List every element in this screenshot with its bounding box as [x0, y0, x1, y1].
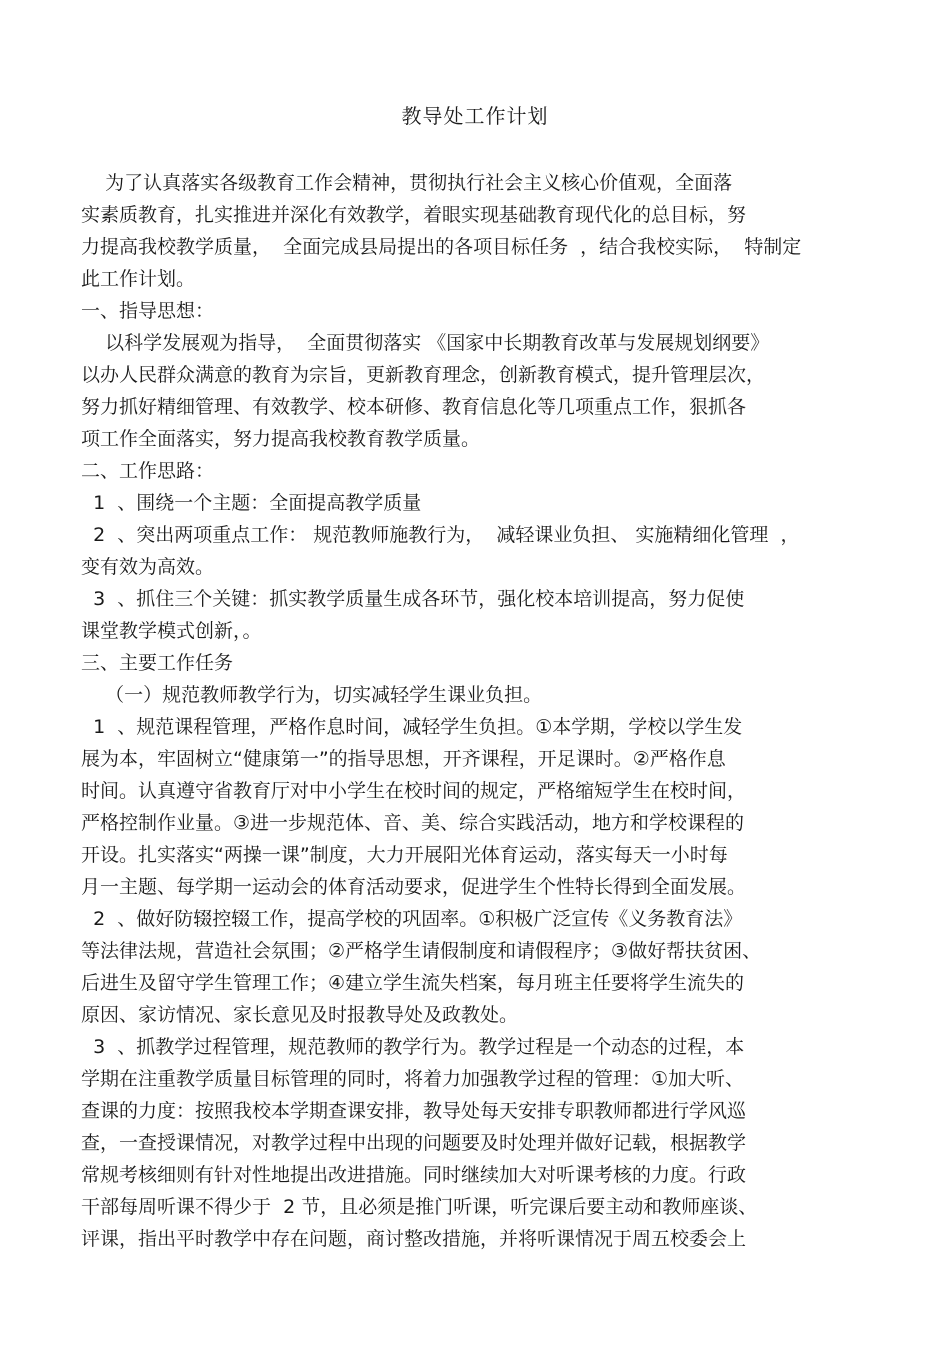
- body-line: 1 、规范课程管理，严格作息时间，减轻学生负担。①本学期，学校以学生发: [81, 716, 743, 738]
- subsection-heading: （一）规范教师教学行为，切实减轻学生课业负担。: [81, 684, 543, 706]
- body-line: 查课的力度：按照我校本学期查课安排，教导处每天安排专职教师都进行学风巡: [81, 1100, 747, 1122]
- body-line: 学期在注重教学质量目标管理的同时，将着力加强教学过程的管理：①加大听、: [81, 1068, 745, 1090]
- body-line: 1 、围绕一个主题：全面提高教学质量: [81, 492, 422, 514]
- body-line: 力提高我校教学质量， 全面完成县局提出的各项目标任务 ，结合我校实际， 特制定: [81, 236, 802, 258]
- body-line: 原因、家访情况、家长意见及时报教导处及政教处。: [81, 1004, 519, 1026]
- body-line: 努力抓好精细管理、有效教学、校本研修、教育信息化等几项重点工作，狠抓各: [81, 396, 747, 418]
- body-line: 常规考核细则有针对性地提出改进措施。同时继续加大对听课考核的力度。行政: [81, 1164, 747, 1186]
- section-heading: 二、工作思路：: [81, 460, 215, 482]
- body-line: 2 、做好防辍控辍工作，提高学校的巩固率。①积极广泛宣传《义务教育法》: [81, 908, 743, 930]
- body-line: 项工作全面落实，努力提高我校教育教学质量。: [81, 428, 481, 450]
- body-line: 课堂教学模式创新，。: [81, 620, 262, 642]
- body-line: 以办人民群众满意的教育为宗旨，更新教育理念，创新教育模式，提升管理层次，: [81, 364, 766, 386]
- section-heading: 三、主要工作任务: [81, 652, 234, 674]
- body-line: 实素质教育，扎实推进并深化有效教学，着眼实现基础教育现代化的总目标，努: [81, 204, 747, 226]
- document-title: 教导处工作计划: [401, 104, 549, 128]
- body-line: 展为本，牢固树立“健康第一”的指导思想，开齐课程，开足课时。②严格作息: [81, 748, 726, 770]
- body-line: 3 、抓教学过程管理，规范教师的教学行为。教学过程是一个动态的过程，本: [81, 1036, 745, 1058]
- section-heading: 一、指导思想：: [81, 300, 215, 322]
- body-line: 后进生及留守学生管理工作；④建立学生流失档案，每月班主任要将学生流失的: [81, 972, 745, 994]
- body-line: 3 、抓住三个关键：抓实教学质量生成各环节，强化校本培训提高，努力促使: [81, 588, 745, 610]
- body-line: 为了认真落实各级教育工作会精神，贯彻执行社会主义核心价值观，全面落: [81, 172, 733, 194]
- body-line: 2 、突出两项重点工作： 规范教师施教行为， 减轻课业负担、 实施精细化管理 ，: [81, 524, 800, 546]
- body-line: 此工作计划。: [81, 268, 196, 290]
- body-line: 评课，指出平时教学中存在问题，商讨整改措施，并将听课情况于周五校委会上: [81, 1228, 747, 1250]
- body-line: 等法律法规，营造社会氛围；②严格学生请假制度和请假程序；③做好帮扶贫困、: [81, 940, 762, 962]
- body-line: 变有效为高效。: [81, 556, 215, 578]
- body-line: 月一主题、每学期一运动会的体育活动要求，促进学生个性特长得到全面发展。: [81, 876, 747, 898]
- body-line: 时间。认真遵守省教育厅对中小学生在校时间的规定，严格缩短学生在校时间，: [81, 780, 747, 802]
- body-line: 严格控制作业量。③进一步规范体、音、美、综合实践活动，地方和学校课程的: [81, 812, 745, 834]
- body-line: 以科学发展观为指导， 全面贯彻落实 《国家中长期教育改革与发展规划纲要》: [81, 332, 770, 354]
- body-line: 开设。扎实落实“两操一课”制度，大力开展阳光体育运动，落实每天一小时每: [81, 844, 728, 866]
- body-line: 干部每周听课不得少于 2 节，且必须是推门听课，听完课后要主动和教师座谈、: [81, 1196, 758, 1218]
- body-line: 查，一查授课情况，对教学过程中出现的问题要及时处理并做好记载，根据教学: [81, 1132, 747, 1154]
